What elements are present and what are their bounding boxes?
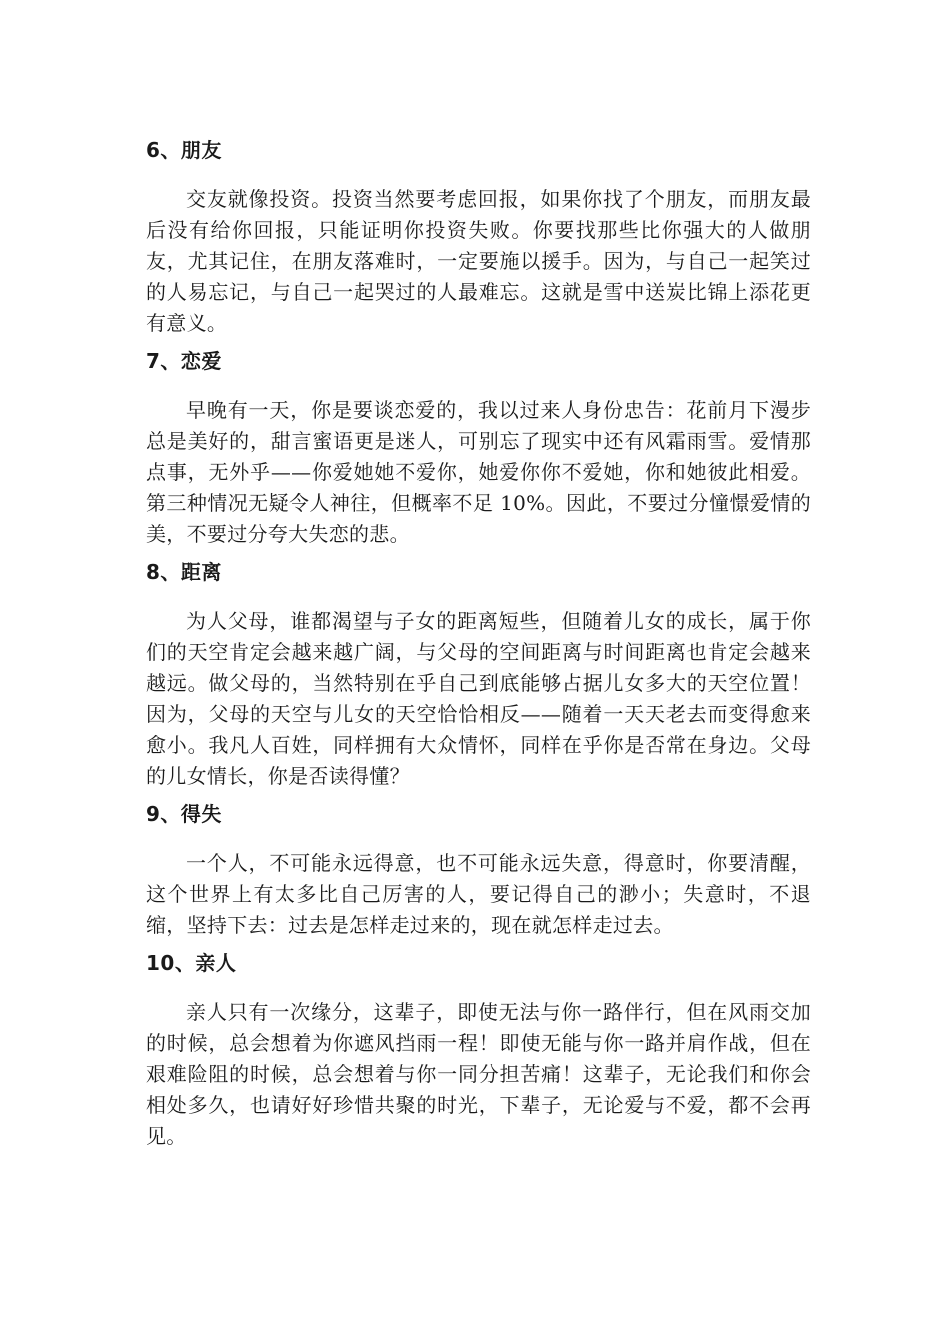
section-heading: 6、朋友: [146, 138, 222, 162]
section-paragraph: 亲人只有一次缘分，这辈子，即使无法与你一路伴行，但在风雨交加的时候，总会想着为你遮风挡雨一程！即使无能与你一路并肩作战，但在艰难险阻的时候，总会想着与你一同分担苦痛！这辈子，无论我们和你会相处多久，也请好好珍惜共聚的时光，下辈子，无论爱与不爱，都不会再见。: [146, 1000, 811, 1148]
section-paragraph: 早晚有一天，你是要谈恋爱的，我以过来人身份忠告：花前月下漫步总是美好的，甜言蜜语更是迷人，可别忘了现实中还有风霜雨雪。爱情那点事，无外乎——你爱她她不爱你，她爱你你不爱她，你和她彼此相爱。第三种情况无疑令人神往，但概率不足 10%。因此，不要过分憧憬爱情的美，不要过分夸大失恋的悲。: [146, 398, 811, 546]
section-gain-loss: [146, 796, 811, 941]
section-friends: [146, 132, 811, 339]
section-heading: 7、恋爱: [146, 349, 222, 373]
section-heading: 8、距离: [146, 560, 222, 584]
section-paragraph: 一个人，不可能永远得意，也不可能永远失意，得意时，你要清醒，这个世界上有太多比自己厉害的人，要记得自己的渺小；失意时，不退缩，坚持下去：过去是怎样走过来的，现在就怎样走过去。: [146, 851, 811, 937]
section-distance: [146, 554, 811, 792]
document-page: [146, 132, 811, 1154]
section-paragraph: 交友就像投资。投资当然要考虑回报，如果你找了个朋友，而朋友最后没有给你回报，只能证明你投资失败。你要找那些比你强大的人做朋友，尤其记住，在朋友落难时，一定要施以援手。因为，与自己一起笑过的人易忘记，与自己一起哭过的人最难忘。这就是雪中送炭比锦上添花更有意义。: [146, 187, 811, 335]
section-family: [146, 945, 811, 1152]
section-love: [146, 343, 811, 550]
section-heading: 9、得失: [146, 802, 222, 826]
section-heading: 10、亲人: [146, 951, 237, 975]
section-paragraph: 为人父母，谁都渴望与子女的距离短些，但随着儿女的成长，属于你们的天空肯定会越来越广阔，与父母的空间距离与时间距离也肯定会越来越远。做父母的，当然特别在乎自己到底能够占据儿女多大的天空位置！因为，父母的天空与儿女的天空恰恰相反——随着一天天老去而变得愈来愈小。我凡人百姓，同样拥有大众情怀，同样在乎你是否常在身边。父母的儿女情长，你是否读得懂？: [146, 609, 811, 788]
